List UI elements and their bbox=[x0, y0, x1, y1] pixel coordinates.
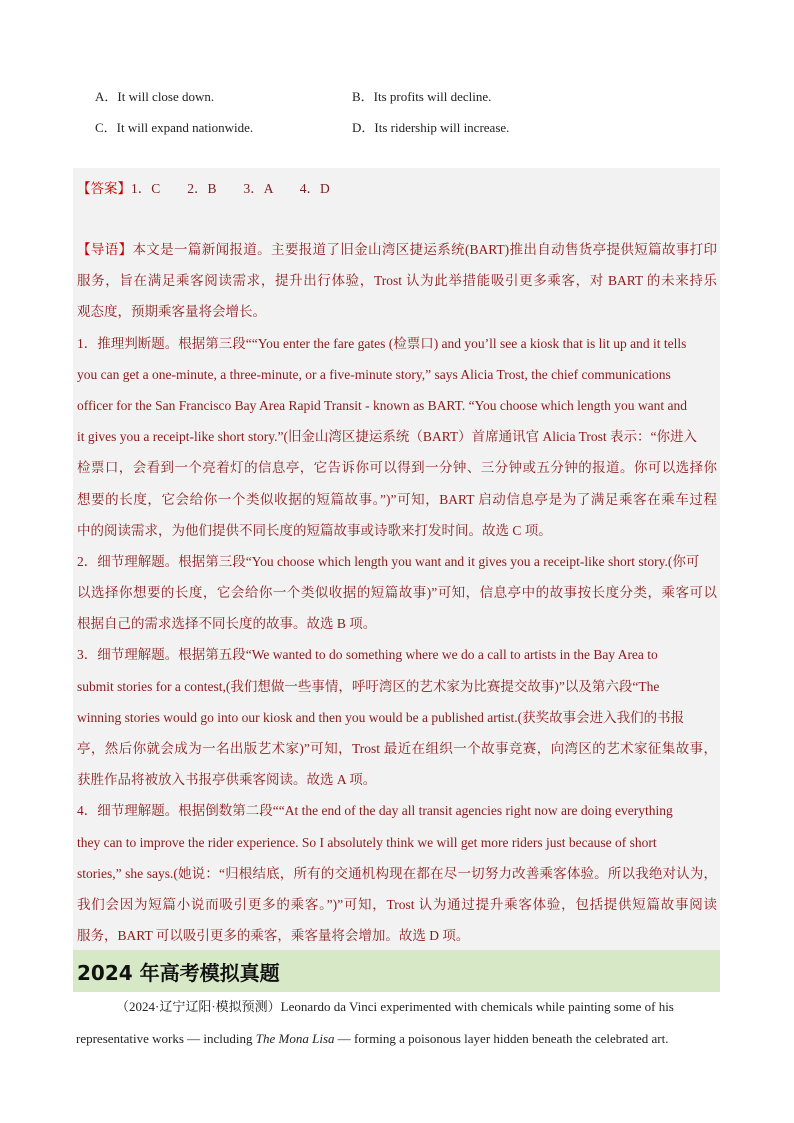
answer-tag: 【答案】 bbox=[77, 181, 131, 196]
explanation-line: 服务，BART 可以吸引更多的乘客，乘客量将会增加。故选 D 项。 bbox=[77, 928, 470, 944]
explanation-line: 想要的长度，它会给你一个类似收据的短篇故事。”)”可知，BART 启动信息亭是为了满足乘客在乘车过程 bbox=[77, 491, 717, 507]
explanation-line: 根据自己的需求选择不同长度的故事。故选 B 项。 bbox=[77, 616, 377, 632]
passage-line: （2024·辽宁辽阳·模拟预测）Leonardo da Vinci experimented with chemicals while painting some of his bbox=[116, 999, 674, 1014]
answer-explanation-box bbox=[73, 168, 720, 950]
explanation-line: you can get a one-minute, a three-minute, or a five-minute story,” says Alicia Trost, the chief communications bbox=[77, 366, 671, 382]
options-row bbox=[95, 111, 715, 142]
explanation-line: 检票口，会看到一个亮着灯的信息亭，它告诉你可以得到一分钟、三分钟或五分钟的报道。你可以选择你 bbox=[77, 460, 717, 476]
explanation-line: 服务，旨在满足乘客阅读需求，提升出行体验，Trost 认为此举措能吸引更多乘客，对 BART 的未来持乐 bbox=[77, 273, 717, 289]
reading-passage bbox=[76, 991, 720, 1054]
explanation-line: winning stories would go into our kiosk and then you would be a published artist.(获奖故事会进入我们的书报 bbox=[77, 709, 685, 725]
explanation-line: submit stories for a contest,(我们想做一些事情，呼吁湾区的艺术家为比赛提交故事)”以及第六段“The bbox=[77, 678, 660, 694]
answer-options bbox=[95, 80, 715, 142]
explanation-line: 3．细节理解题。根据第五段“We wanted to do something where we do a call to artists in the Bay Area to bbox=[77, 647, 658, 663]
explanation-line: stories,” she says.(她说：“归根结底，所有的交通机构现在都在尽一切努力改善乘客体验。所以我绝对认为， bbox=[77, 865, 717, 881]
explanation-line: 4．细节理解题。根据倒数第二段““At the end of the day all transit agencies right now are doing everything bbox=[77, 803, 673, 819]
option-c: C．It will expand nationwide. bbox=[95, 120, 254, 135]
explanation-line: 亭，然后你就会成为一名出版艺术家)”可知，Trost 最近在组织一个故事竞赛，向湾区的艺术家征集故事， bbox=[77, 741, 717, 756]
guide-tag: 【导语】 bbox=[77, 242, 133, 257]
option-a: A．It will close down. bbox=[95, 89, 215, 104]
answer-text: 1．C 2．B 3．A 4．D bbox=[131, 181, 330, 196]
explanation-line: 获胜作品将被放入书报亭供乘客阅读。故选 A 项。 bbox=[77, 772, 377, 788]
explanation-line: 以选择你想要的长度，它会给你一个类似收据的短篇故事)”可知，信息亭中的故事按长度分类，乘客可以 bbox=[77, 585, 717, 601]
options-row bbox=[95, 80, 715, 111]
explanation-line: 观态度，预期乘客量将会增长。 bbox=[77, 304, 266, 320]
artwork-title: The Mona Lisa bbox=[255, 1030, 335, 1046]
explanation-line: 中的阅读需求，为他们提供不同长度的短篇故事或诗歌来打发时间。故选 C 项。 bbox=[77, 522, 552, 538]
section-title: 2024 年高考模拟真题 bbox=[77, 961, 280, 985]
explanation bbox=[77, 234, 717, 951]
explanation-line: officer for the San Francisco Bay Area Rapid Transit - known as BART. “You choose which length you want and bbox=[77, 397, 687, 413]
option-d: D．Its ridership will increase. bbox=[352, 120, 510, 135]
explanation-line: they can to improve the rider experience. So I absolutely think we will get more riders just because of short bbox=[77, 834, 657, 850]
explanation-line: 2．细节理解题。根据第三段“You choose which length you want and it gives you a receipt-like short story.(你可 bbox=[77, 553, 700, 569]
explanation-line: 【导语】本文是一篇新闻报道。主要报道了旧金山湾区捷运系统(BART)推出自动售货亭提供短篇故事打印 bbox=[77, 242, 717, 257]
passage-line: representative works — including The Mona Lisa — forming a poisonous layer hidden beneath the celebrated art. bbox=[76, 1030, 669, 1046]
answer-key bbox=[77, 177, 330, 197]
section-header bbox=[73, 950, 720, 992]
explanation-line: it gives you a receipt-like short story.”(旧金山湾区捷运系统（BART）首席通讯官 Alicia Trost 表示：“你进入 bbox=[77, 429, 698, 445]
explanation-line: 1．推理判断题。根据第三段““You enter the fare gates (检票口) and you’ll see a kiosk that is lit up and it tells bbox=[77, 335, 687, 351]
explanation-line: 我们会因为短篇小说而吸引更多的乘客。”)”可知，Trost 认为通过提升乘客体验，包括提供短篇故事阅读 bbox=[77, 896, 717, 912]
option-b: B．Its profits will decline. bbox=[352, 89, 492, 104]
